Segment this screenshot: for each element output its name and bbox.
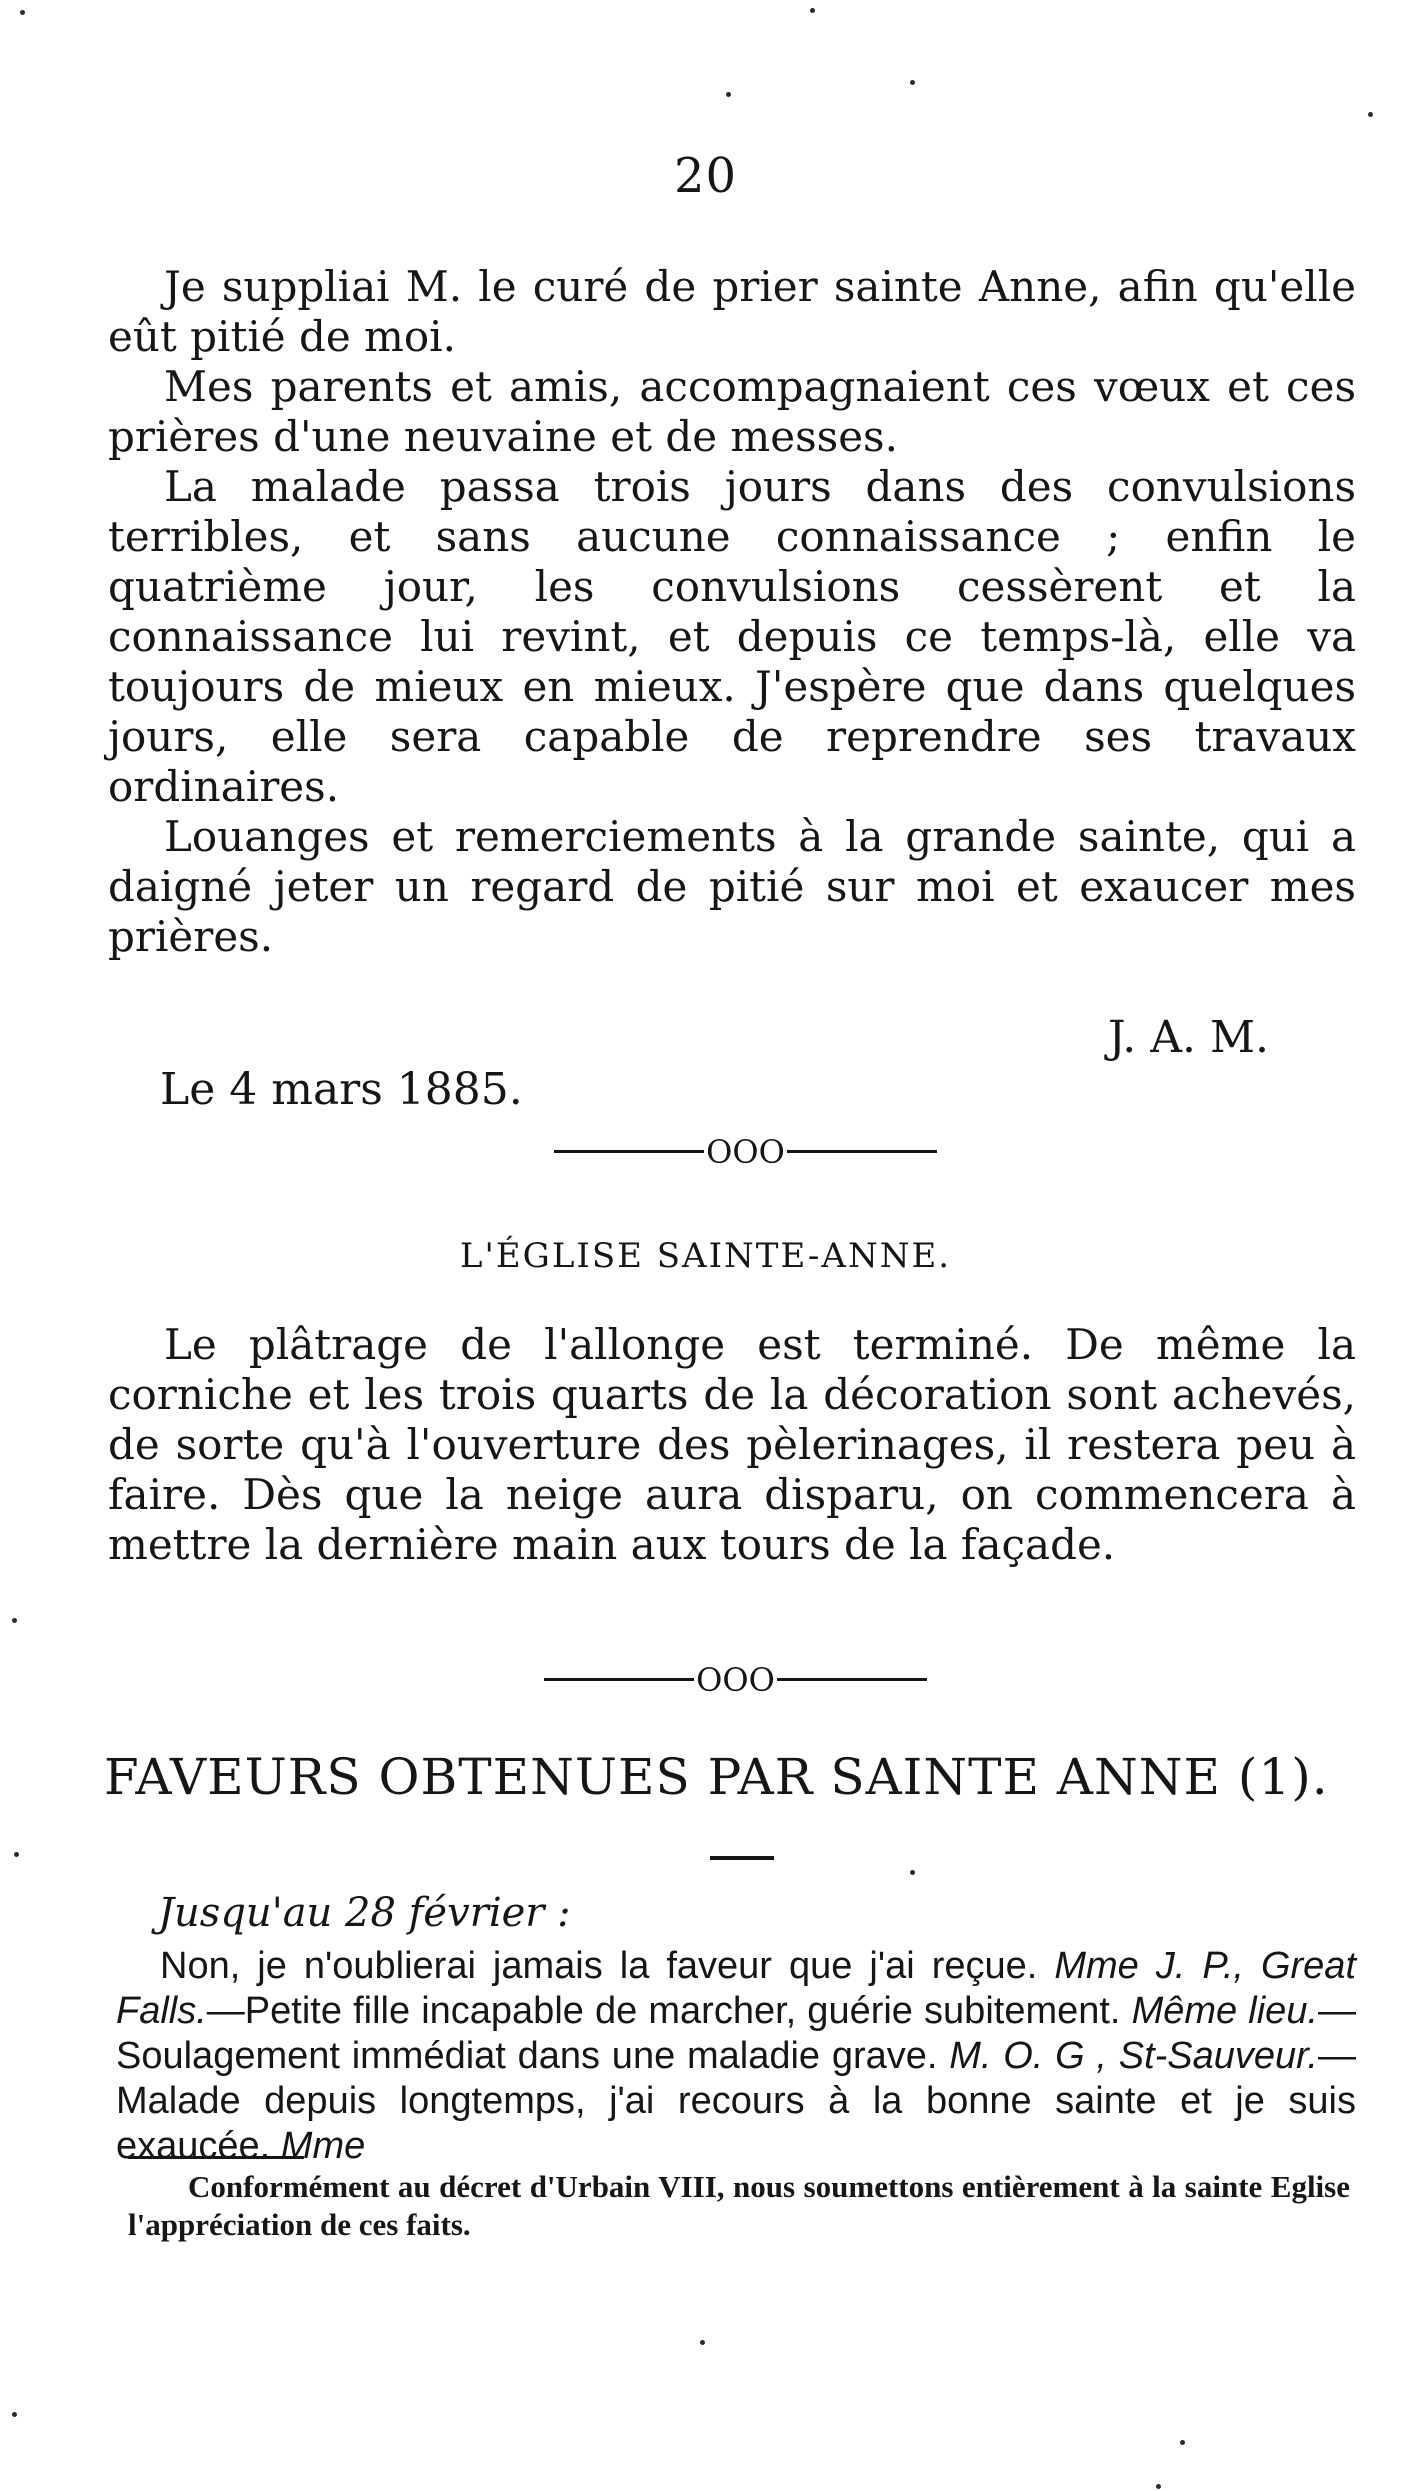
letter-paragraph: Je suppliai M. le curé de prier sainte Anne, afin qu'elle eût pitié de moi. — [108, 262, 1356, 361]
scan-speck — [14, 1852, 19, 1857]
faveurs-intro: Jusqu'au 28 février : — [158, 1890, 571, 1936]
scan-speck — [12, 2412, 17, 2417]
faveurs-heading: FAVEURS OBTENUES PAR SAINTE ANNE (1). — [104, 1748, 1329, 1806]
scan-speck — [20, 10, 25, 15]
favour-location: Même lieu. — [1131, 1990, 1319, 2032]
footnote-rule — [128, 2156, 304, 2159]
eglise-section — [108, 1320, 1356, 1570]
favour-text: —Petite fille incapable de marcher, guérie subitement. — [206, 1990, 1121, 2032]
favour-location: Mme — [280, 2125, 366, 2167]
heading-rule — [710, 1856, 774, 1860]
letter-date: Le 4 mars 1885. — [160, 1064, 523, 1115]
section-separator — [30, 1658, 1411, 1699]
eglise-heading: L'ÉGLISE SAINTE-ANNE. — [459, 1236, 952, 1276]
favour-text: Non, je n'oublierai jamais la faveur que j'ai reçue. — [160, 1945, 1038, 1987]
separator-mark: OOO — [706, 1132, 785, 1171]
scan-speck — [910, 80, 915, 85]
separator-rule — [544, 1678, 694, 1681]
letter-body — [108, 262, 1356, 962]
separator-rule — [554, 1150, 704, 1153]
letter-paragraph: Mes parents et amis, accompagnaient ces vœux et ces prières d'une neuvaine et de messes. — [108, 362, 1356, 461]
section-separator — [40, 1130, 1411, 1171]
separator-mark: OOO — [696, 1660, 775, 1699]
page-number: 20 — [673, 148, 738, 204]
faveurs-list — [116, 1944, 1356, 2169]
scan-speck — [12, 1618, 17, 1623]
footnote: Conformément au décret d'Urbain VIII, nous soumettons entièrement à la sainte Eglise l'appréciation de ces faits. — [128, 2169, 1350, 2242]
letter-paragraph: La malade passa trois jours dans des convulsions terribles, et sans aucune connaissance ; enfin le quatrième jour, les convulsions cessèrent et la connaissance lui revint, et depuis ce temps-là, elle va toujours de mieux en mieux. J'espère que dans quelques jours, elle sera capable de reprendre ses travaux ordinaires. — [108, 462, 1356, 811]
scan-speck — [810, 8, 815, 13]
favour-location: M. O. G , St-Sauveur. — [949, 2035, 1318, 2077]
faveurs-paragraph — [116, 1944, 1356, 2169]
scan-speck — [1180, 2440, 1185, 2445]
scan-speck — [1156, 2484, 1161, 2489]
scan-speck — [726, 92, 731, 97]
letter-signature: J. A. M. — [1108, 1012, 1269, 1063]
scan-speck — [1368, 112, 1373, 117]
favour-text: —Malade depuis longtemps, j'ai recours à la bonne sainte et je suis exaucée. — [116, 2035, 1356, 2167]
separator-rule — [777, 1678, 927, 1681]
scan-speck — [910, 1870, 915, 1875]
eglise-paragraph: Le plâtrage de l'allonge est terminé. De même la corniche et les trois quarts de la décoration sont achevés, de sorte qu'à l'ouverture des pèlerinages, il restera peu à faire. Dès que la neige aura disparu, on commencera à mettre la dernière main aux tours de la façade. — [108, 1320, 1356, 1569]
scan-speck — [700, 2340, 705, 2345]
favour-location: Mme J. P., Great Falls. — [116, 1945, 1356, 2032]
favour-text: —Soulagement immédiat dans une maladie grave. — [116, 1990, 1357, 2077]
separator-rule — [787, 1150, 937, 1153]
letter-paragraph: Louanges et remerciements à la grande sainte, qui a daigné jeter un regard de pitié sur moi et exaucer mes prières. — [108, 812, 1356, 961]
